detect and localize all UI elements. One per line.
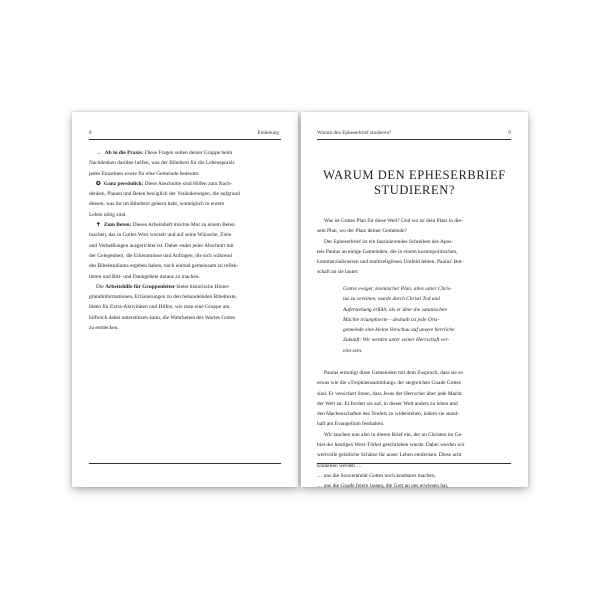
text-line <box>89 302 284 312</box>
section-icon: → <box>96 150 103 156</box>
text-run: jedes Einzelnen sowie für eine Gemeinde bedeutet. <box>89 170 200 177</box>
text-line <box>89 241 284 251</box>
text-run: und Verheißungen ausgerichtet ist. Daher endet jeder Abschnitt mit <box>89 242 234 249</box>
text-run: machen, das in Gottes Wort wurzelt und auf seine Wünsche, Ziele <box>89 232 232 239</box>
text-line: schaft an sie lautet: <box>317 269 359 276</box>
text-line: Wir tauchen nun also in diesen Brief ein, der an Christen im Ge- <box>324 431 463 438</box>
quote-line: Gottes ewiger, kosmischer Plan, alles unter Chris- <box>343 286 452 292</box>
text-line <box>89 158 284 168</box>
text-line: wertvolle geistliche Schätze für unser Leben entdecken. Diese acht <box>317 452 462 459</box>
text-run: hilfreich dabei unterstützen kann, die Wahrheiten des Wortes Gottes <box>89 314 236 321</box>
block-quote <box>343 284 503 356</box>
left-body-text <box>89 148 284 333</box>
text-line <box>89 323 284 333</box>
text-line <box>89 220 284 230</box>
text-run: dessen, was ihr im Bibeltext gelernt habt, womöglich in eurem <box>89 201 225 208</box>
left-header-rule <box>89 139 281 140</box>
text-line: kommerzialisierten und multireligiösen Umfeld lebten. Paulus' Bot- <box>317 259 464 266</box>
text-line <box>89 292 284 302</box>
quote-line: eint sein. <box>343 347 363 354</box>
text-run: des Bibelstudiums ergeben haben, noch einmal gemeinsam zu reflek- <box>89 263 239 270</box>
text-run: Arbeitshilfe für Gruppenleiter <box>105 283 176 290</box>
text-line: biet der heutigen West-Türkei geschrieben wurde. Dabei werden wir <box>317 442 465 449</box>
text-run: Ab in die Praxis: <box>104 150 144 156</box>
text-line: sem Plan, wo der Platz deiner Gemeinde? <box>317 228 407 235</box>
chapter-title <box>301 168 528 198</box>
left-page-number: 8 <box>89 130 92 136</box>
text-run: Diese Abschnitte sind Hilfen zum Nach- <box>143 180 232 187</box>
section-icon: ✪ <box>96 180 102 187</box>
book-spread <box>72 112 528 490</box>
text-line: Einheiten werden … <box>317 462 362 469</box>
text-line <box>89 189 284 199</box>
text-run: Ideen für Extra-Aktivitäten und Hilfen, wie man eine Gruppe um <box>89 304 230 311</box>
right-page-number: 9 <box>508 130 511 136</box>
text-run: Nachdenken darüber helfen, was der Bibeltext für die Lebenspraxis <box>89 160 235 167</box>
text-run: Die <box>96 283 106 290</box>
right-header-rule <box>317 139 511 140</box>
right-running-head: Warum den Epheserbrief studieren? <box>317 130 392 136</box>
text-line: sind. Er versichert ihnen, dass Jesus der Herrscher über jede Macht <box>317 390 462 397</box>
text-line <box>89 251 284 261</box>
right-footer-rule <box>317 463 511 464</box>
text-run: grundinformationen, Erläuterungen zu den behandelnden Bibeltexte, <box>89 294 238 301</box>
text-run: der Gelegenheit, die Erkenntnisse und Anfragen, die sich während <box>89 252 232 259</box>
text-line: Was ist Gottes Plan für diese Welt? Und wo ist dein Platz in die- <box>324 218 463 224</box>
text-line <box>89 179 284 189</box>
quote-line: tus zu vereinen, wurde durch Christi Tod und <box>343 296 440 303</box>
text-line <box>89 230 284 240</box>
chapter-title-line-2: STUDIEREN? <box>374 183 455 197</box>
text-line <box>89 261 284 271</box>
text-line <box>89 210 284 220</box>
text-run: Diese Fragen sollen deiner Gruppe beim <box>143 150 233 156</box>
text-run: Dieses Arbeitsheft möchte Mut zu einem Beten <box>131 222 235 229</box>
text-run: Ganz persönlich: <box>103 180 144 187</box>
right-body-text <box>317 368 513 492</box>
quote-line: gemeinde eine kleine Vorschau auf unsere herrliche <box>343 327 455 334</box>
text-line: haft am Evangelium festhalten. <box>317 421 385 428</box>
text-line <box>89 313 284 323</box>
text-run: zu entdecken. <box>89 325 119 332</box>
text-line <box>89 199 284 209</box>
text-line: den Machenschaften des Teufels zu widerstehen, indem sie stand- <box>317 411 459 418</box>
quote-line: Auferstehung erfüllt, als er über die satanischen <box>343 306 448 313</box>
text-line <box>89 169 284 179</box>
left-running-head: Einleitung <box>257 130 279 136</box>
text-line <box>89 148 284 158</box>
text-line: der Welt ist. Er fordert sie auf, in dieser Welt anders zu leben und <box>317 400 458 407</box>
left-footer-rule <box>89 463 281 464</box>
text-line: etwas wie die »Trophäensammlung« der siegreichen Gnade Gottes <box>317 380 461 387</box>
text-run: bietet historische Hinter- <box>175 283 230 290</box>
text-line: Der Epheserbrief ist ein faszinierendes Schreiben des Apos- <box>324 238 454 245</box>
right-page <box>301 112 528 490</box>
text-line <box>89 282 284 292</box>
left-page <box>72 112 298 487</box>
text-run: Zum Beten: <box>103 222 132 229</box>
text-run: tieren und Bitt- und Dankgebete daraus zu machen. <box>89 273 200 280</box>
text-line: … uns die Souveränität Gottes noch kostbarer machen, <box>317 472 436 479</box>
text-run: Leben nötig sind. <box>89 211 127 218</box>
section-icon: ✝ <box>96 222 102 229</box>
text-line: tels Paulus an einige Gemeinden, die in einem kosmopolitischen, <box>317 248 458 255</box>
text-line: Paulus ermutigt diese Gemeinden mit dem Zuspruch, dass sie so <box>324 370 463 376</box>
text-run: denken, Planen und Beten bezüglich der Veränderungen, die aufgrund <box>89 191 240 198</box>
text-line: … uns die Gnade feiern lassen, die Gott an uns erwiesen hat, <box>317 483 449 490</box>
right-intro-text <box>317 216 513 278</box>
text-line <box>89 272 284 282</box>
chapter-title-line-1: WARUM DEN EPHESERBRIEF <box>323 168 506 182</box>
quote-line: Mächte triumphierte – deshalb ist jede Orts- <box>343 316 440 323</box>
quote-line: Zukunft: Wir werden unter seiner Herrschaft ver- <box>343 337 450 344</box>
